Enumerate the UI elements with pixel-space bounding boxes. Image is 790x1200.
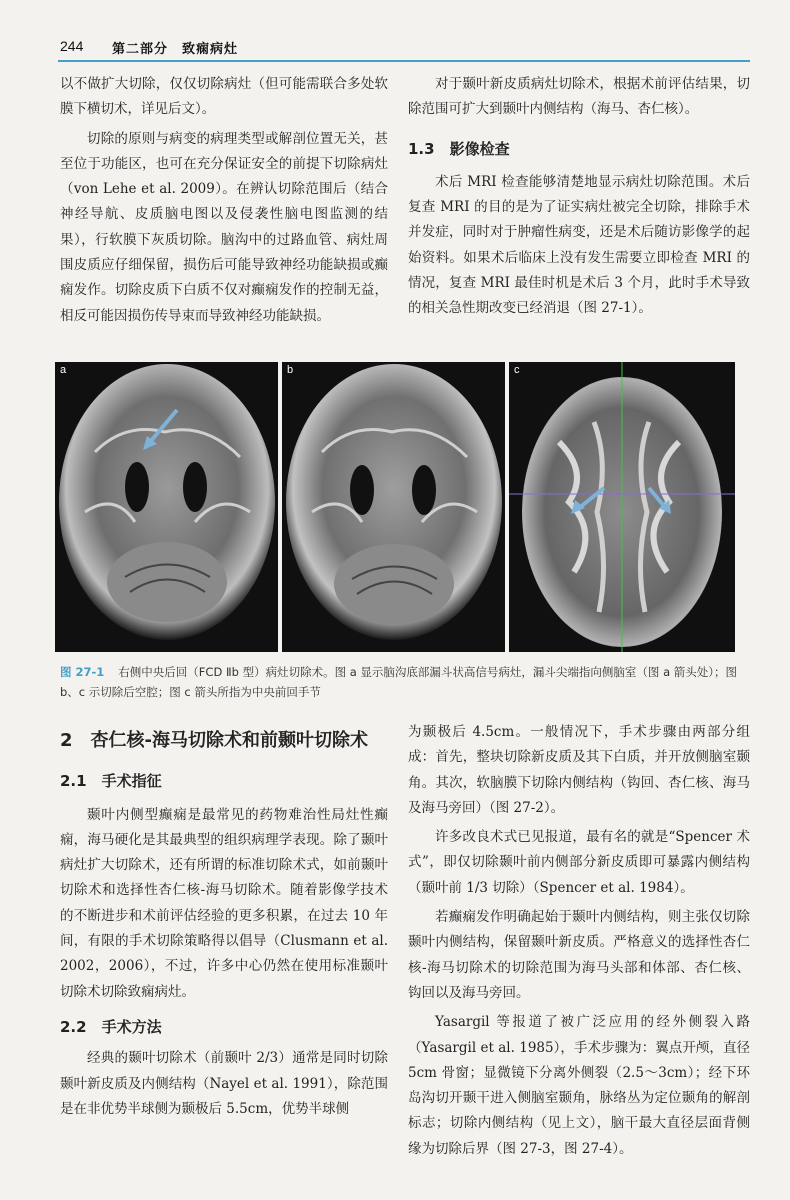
paragraph: 颞叶内侧型癫痫是最常见的药物难治性局灶性癫痫，海马硬化是其最典型的组织病理学表现。除了颞叶病灶扩大切除术，还有所谓的标准切除术式，如前颞叶切除术和选择性杏仁核-海马切除术。随着影像学技术的不断进步和术前评估经验的更多积累，在过去 10 年间，有限的手术切除策略得以倡导（Clusmann et al. 2002，2006），不过，许多中心仍然在使用标准颞叶切除术切除致痫病灶。 — [60, 806, 388, 1000]
panel-label: a — [60, 364, 67, 376]
paragraph: 切除的原则与病变的病理类型或解剖位置无关，甚至位于功能区，也可在充分保证安全的前提下切除病灶（von Lehe et al. 2009）。在辨认切除范围后（结合神经导航、皮质脑电图以及侵袭性脑电图监测的结果），行软膜下灰质切除。脑沟中的过路血管、病灶周围皮质应仔细保留，损伤后可能导致神经功能缺损或癫痫发作。切除皮质下白质不仅对癫痫发作的控制无益，相反可能因损伤传导束而导致神经功能缺损。 — [60, 130, 388, 324]
left-column-bottom — [60, 720, 388, 1122]
mri-image-a — [55, 362, 278, 652]
header-rule — [58, 60, 750, 62]
paragraph: 对于颞叶新皮质病灶切除术，根据术前评估结果，切除范围可扩大到颞叶内侧结构（海马、杏仁核）。 — [408, 76, 750, 118]
page-number: 244 — [60, 38, 84, 54]
paragraph: 许多改良术式已见报道，最有名的就是“Spencer 术式”，即仅切除颞叶前内侧部分新皮质即可暴露内侧结构（颞叶前 1/3 切除）（Spencer et al. 1984）。 — [408, 829, 750, 896]
paragraph: 经典的颞叶切除术（前颞叶 2/3）通常是同时切除颞叶新皮质及内侧结构（Nayel et al. 1991），除范围是在非优势半球侧为颞极后 5.5cm，优势半球侧 — [60, 1050, 388, 1117]
paragraph: 以不做扩大切除，仅仅切除病灶（但可能需联合多处软膜下横切术，详见后文）。 — [60, 76, 388, 118]
mri-panel-c — [509, 362, 735, 652]
mri-image-b — [282, 362, 505, 652]
paragraph: 若癫痫发作明确起始于颞叶内侧结构，则主张仅切除颞叶内侧结构，保留颞叶新皮质。严格意义的选择性杏仁核-海马切除术的切除范围为海马头部和体部、杏仁核、钩回以及海马旁回。 — [408, 909, 750, 1001]
chapter-heading: 2 杏仁核-海马切除术和前颞叶切除术 — [60, 730, 368, 751]
paragraph: 为颞极后 4.5cm。一般情况下，手术步骤由两部分组成：首先，整块切除新皮质及其下白质，并开放侧脑室颞角。其次，软脑膜下切除内侧结构（钩回、杏仁核、海马及海马旁回）（图 27-2）。 — [408, 724, 750, 816]
right-column-top — [408, 72, 750, 322]
section-heading: 2.2 手术方法 — [60, 1017, 162, 1036]
paragraph: Yasargil 等报道了被广泛应用的经外侧裂入路（Yasargil et al. 1985），手术步骤为：翼点开颅，直径 5cm 骨窗；显微镜下分离外侧裂（2.5～3cm）；经下环岛沟切开颞干进入侧脑室颞角，脉络丛为定位颞角的解剖标志；切除内侧结构（见上文），脑干最大直径层面背侧缘为切除后界（图 27-3，图 27-4）。 — [408, 1014, 750, 1157]
figure-number: 图 27-1 — [60, 665, 105, 679]
section-title: 第二部分 致痫病灶 — [112, 42, 239, 57]
mri-panel-b — [282, 362, 505, 652]
caption-text: 右侧中央后回（FCD Ⅱb 型）病灶切除术。图 a 显示脑沟底部漏斗状高信号病灶，漏斗尖端指向侧脑室（图 a 箭头处）；图 b、c 示切除后空腔；图 c 箭头所指为中央前回手节 — [60, 665, 738, 699]
panel-label: b — [287, 364, 294, 376]
section-heading: 1.3 影像检查 — [408, 139, 510, 158]
left-column-top — [60, 72, 388, 329]
section-heading: 2.1 手术指征 — [60, 772, 162, 791]
mri-panel-a — [55, 362, 278, 652]
right-column-bottom — [408, 720, 750, 1162]
figure-caption — [60, 662, 750, 702]
panel-label: c — [514, 364, 520, 376]
paragraph: 术后 MRI 检查能够清楚地显示病灶切除范围。术后复查 MRI 的目的是为了证实病灶被完全切除，排除手术并发症，同时对于肿瘤性病变，还是术后随访影像学的起始资料。如果术后临床上没有发生需要立即检查 MRI 的情况，复查 MRI 最佳时机是术后 3 个月，此时手术导致的相关急性期改变已经消退（图 27-1）。 — [408, 173, 750, 317]
mri-image-c — [509, 362, 735, 652]
